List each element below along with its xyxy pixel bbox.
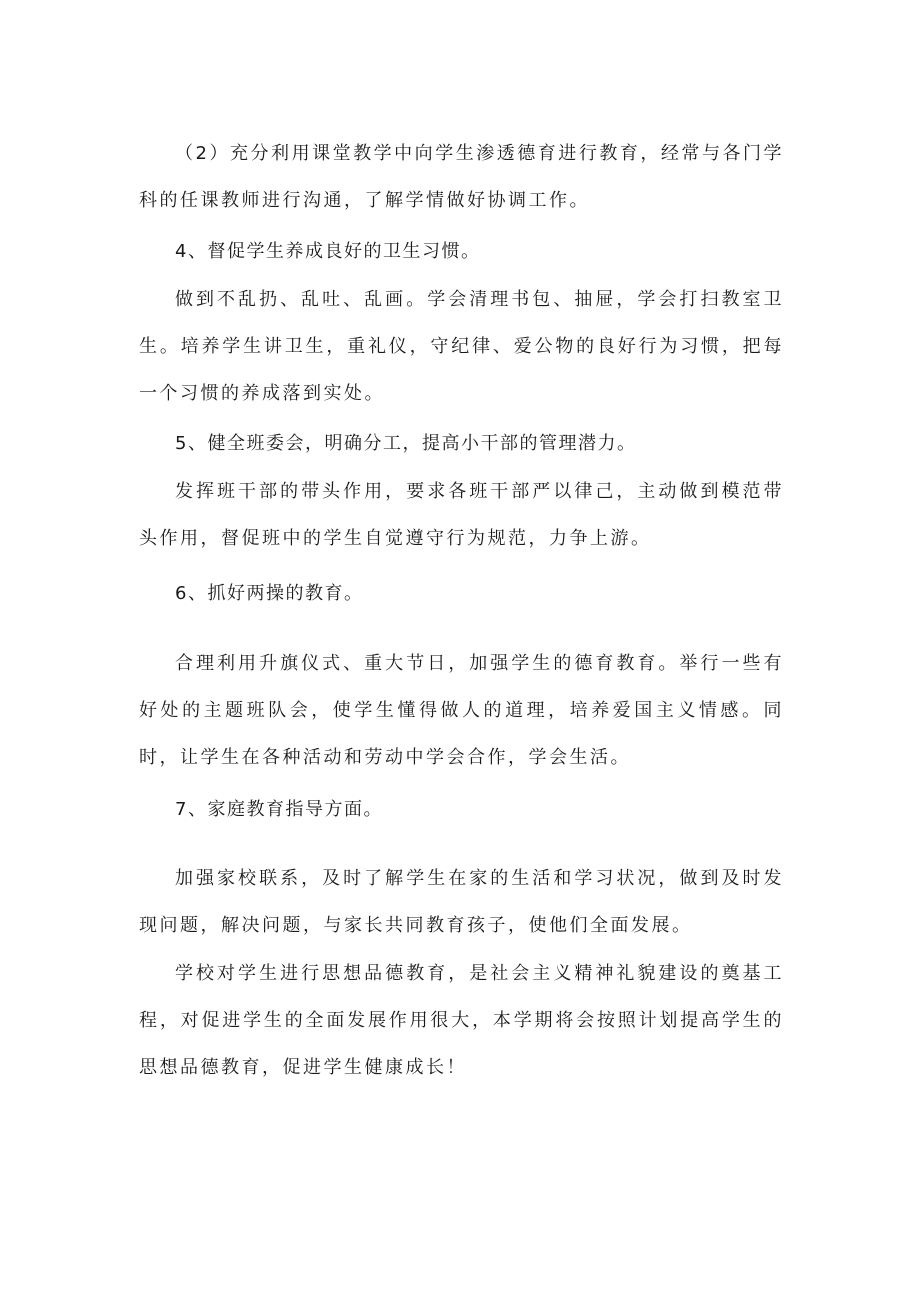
paragraph-family-education: 加强家校联系，及时了解学生在家的生活和学习状况，做到及时发现问题，解决问题，与家长共同教育孩子，使他们全面发展。 (139, 868, 784, 936)
paragraph-two-exercises: 合理利用升旗仪式、重大节日，加强学生的德育教育。举行一些有好处的主题班队会，使学生懂得做人的道理，培养爱国主义情感。同时，让学生在各种活动和劳动中学会合作，学会生活。 (139, 653, 784, 768)
heading-class-committee: 5、健全班委会，明确分工，提高小干部的管理潜力。 (175, 433, 637, 454)
heading-hygiene-habits: 4、督促学生养成良好的卫生习惯。 (175, 241, 481, 262)
paragraph-hygiene-habits: 做到不乱扔、乱吐、乱画。学会清理书包、抽屉，学会打扫教室卫生。培养学生讲卫生，重礼仪，守纪律、爱公物的良好行为习惯，把每一个习惯的养成落到实处。 (139, 289, 784, 404)
heading-two-exercises: 6、抓好两操的教育。 (175, 583, 364, 604)
paragraph-conclusion: 学校对学生进行思想品德教育，是社会主义精神礼貌建设的奠基工程，对促进学生的全面发展作用很大，本学期将会按照计划提高学生的思想品德教育，促进学生健康成长！ (139, 963, 784, 1078)
paragraph-class-committee: 发挥班干部的带头作用，要求各班干部严以律己，主动做到模范带头作用，督促班中的学生自觉遵守行为规范，力争上游。 (139, 481, 784, 549)
paragraph-classroom-moral-education: （2）充分利用课堂教学中向学生渗透德育进行教育，经常与各门学科的任课教师进行沟通，了解学情做好协调工作。 (139, 143, 784, 211)
heading-family-education: 7、家庭教育指导方面。 (175, 799, 383, 820)
